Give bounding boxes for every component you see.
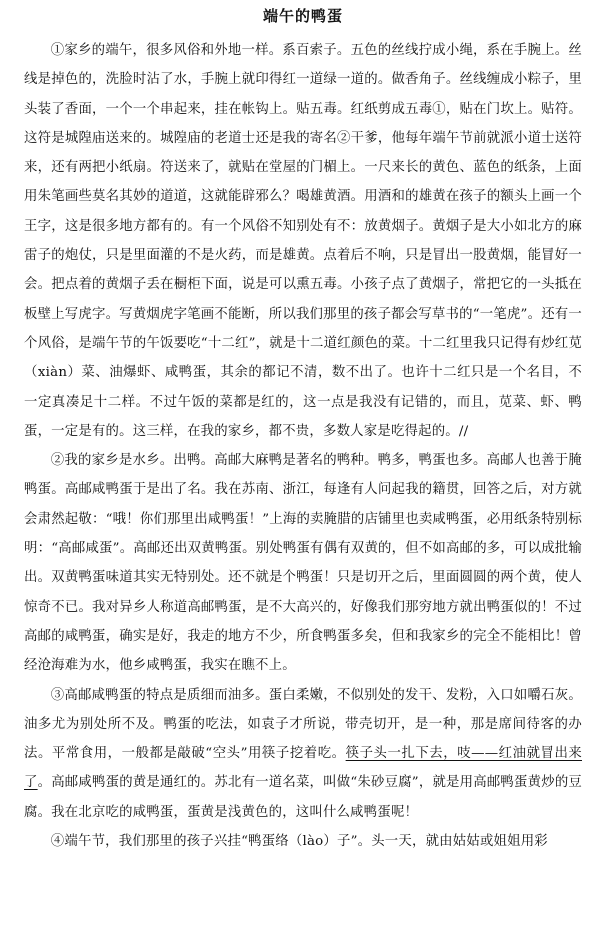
paragraph-2: ②我的家乡是水乡。出鸭。高邮大麻鸭是著名的鸭种。鸭多，鸭蛋也多。高邮人也善于腌鸭蛋。高邮咸鸭蛋于是出了名。我在苏南、浙江，每逢有人问起我的籍贯，回答之后，对方就会肃然起敬：“哦！你们那里出咸鸭蛋！”上海的卖腌腊的店铺里也卖咸鸭蛋，必用纸条特别标明：“高邮咸蛋”。高邮还出双黄鸭蛋。别处鸭蛋有偶有双黄的，但不如高邮的多，可以成批输出。双黄鸭蛋味道其实无特别处。还不就是个鸭蛋！只是切开之后，里面圆圆的两个黄，使人惊奇不已。我对异乡人称道高邮鸭蛋，是不大高兴的，好像我们那穷地方就出鸭蛋似的！不过高邮的咸鸭蛋，确实是好，我走的地方不少，所食鸭蛋多矣，但和我家乡的完全不能相比！曾经沧海难为水，他乡咸鸭蛋，我实在瞧不上。 [24,453,582,674]
paragraph-3 [24,681,582,827]
paragraph-3-text-before: ③高邮咸鸭蛋的特点是质细而油多。蛋白柔嫩，不似别处的发干、发粉，入口如嚼石灰。油多尤为别处所不及。鸭蛋的吃法，如袁子才所说，带壳切开，是一种，那是席间待客的办法。平常食用，一般都是敲破“空头”用筷子挖着吃。 [24,687,582,762]
paragraph-1: ①家乡的端午，很多风俗和外地一样。系百索子。五色的丝线拧成小绳，系在手腕上。丝线是掉色的，洗脸时沾了水，手腕上就印得红一道绿一道的。做香角子。丝线缠成小粽子，里头装了香面，一个一个串起来，挂在帐钩上。贴五毒。红纸剪成五毒①，贴在门坎上。贴符。这符是城隍庙送来的。城隍庙的老道士还是我的寄名②干爹，他每年端午节前就派小道士送符来，还有两把小纸扇。符送来了，就贴在堂屋的门楣上。一尺来长的黄色、蓝色的纸条，上面用朱笔画些莫名其妙的道道，这就能辟邪么？喝雄黄酒。用酒和的雄黄在孩子的额头上画一个王字，这是很多地方都有的。有一个风俗不知别处有不：放黄烟子。黄烟子是大小如北方的麻雷子的炮仗，只是里面灌的不是火药，而是雄黄。点着后不响，只是冒出一股黄烟，能冒好一会。把点着的黄烟子丢在橱柜下面，说是可以熏五毒。小孩子点了黄烟子，常把它的一头抵在板壁上写虎字。写黄烟虎字笔画不能断，所以我们那里的孩子都会写草书的“一笔虎”。还有一个风俗，是端午节的午饭要吃“十二红”，就是十二道红颜色的菜。十二红里我只记得有炒红苋（xiàn）菜、油爆虾、咸鸭蛋，其余的都记不清，数不出了。也许十二红只是一个名目，不一定真凑足十二样。不过午饭的菜都是红的，这一点是我没有记错的，而且，苋菜、虾、鸭蛋，一定是有的。这三样，在我的家乡，都不贵，多数人家是吃得起的。// [24,43,582,439]
paragraph-3-text-after: 。高邮咸鸭蛋的黄是通红的。苏北有一道名菜，叫做“朱砂豆腐”，就是用高邮鸭蛋黄炒的豆腐。我在北京吃的咸鸭蛋，蛋黄是浅黄色的，这叫什么咸鸭蛋呢！ [24,775,583,820]
underlined-sentence: 筷子头一扎下去，吱——红油就冒出来了 [24,746,582,791]
document-title: 端午的鸭蛋 [262,7,343,25]
paragraph-4: ④端午节，我们那里的孩子兴挂“鸭蛋络（lào）子”。头一天，就由姑姑或姐姐用彩 [50,834,548,850]
